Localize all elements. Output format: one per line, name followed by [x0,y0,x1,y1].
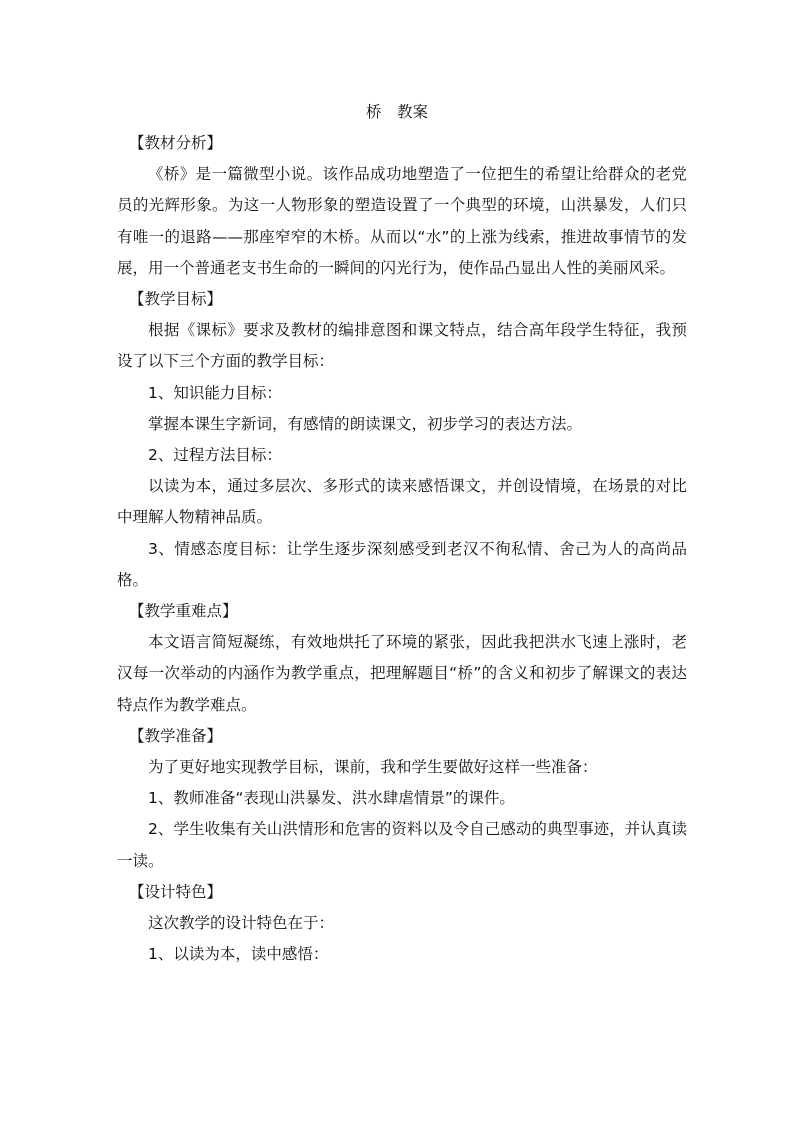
section-heading-textbook-analysis: 【教材分析】 [129,134,223,152]
document-title: 桥 教案 [365,103,428,121]
paragraph-key-points: 本文语言简短凝练，有效地烘托了环境的紧张，因此我把洪水飞速上涨时，老汉每一次举动的内涵作为教学重点，把理解题目“桥”的含义和初步了解课文的表达特点作为教学难点。 [117,633,687,714]
section-heading-teaching-goals: 【教学目标】 [129,290,223,309]
list-item-teacher-preparation: 1、教师准备“表现山洪暴发、洪水肆虐情景”的课件。 [148,789,515,808]
paragraph-goals-intro: 根据《课标》要求及教材的编排意图和课文特点，结合高年段学生特征，我预设了以下三个方面的教学目标： [117,321,687,371]
list-item-student-preparation: 2、学生收集有关山洪情形和危害的资料以及令自己感动的典型事迹，并认真读一读。 [117,820,687,870]
section-heading-preparation: 【教学准备】 [129,726,223,745]
list-item-emotion-goal: 3、情感态度目标：让学生逐步深刻感受到老汉不徇私情、舍己为人的高尚品格。 [117,539,687,589]
section-heading-design-features: 【设计特色】 [129,882,223,901]
list-item-process-goal: 2、过程方法目标： [148,446,282,465]
document-body [117,128,687,970]
list-item-design-feature-1: 1、以读为本，读中感悟： [148,945,329,964]
paragraph-knowledge-goal: 掌握本课生字新词，有感情的朗读课文，初步学习的表达方法。 [148,414,583,433]
paragraph-process-goal: 以读为本，通过多层次、多形式的读来感悟课文，并创设情境，在场景的对比中理解人物精神品质。 [117,477,687,527]
paragraph-preparation-intro: 为了更好地实现教学目标，课前，我和学生要做好这样一些准备： [148,758,598,777]
list-item-knowledge-goal: 1、知识能力目标： [148,383,282,402]
paragraph-design-intro: 这次教学的设计特色在于： [148,914,335,933]
section-heading-key-points: 【教学重难点】 [129,602,238,621]
paragraph-textbook-analysis: 《桥》是一篇微型小说。该作品成功地塑造了一位把生的希望让给群众的老党员的光辉形象。为这一人物形象的塑造设置了一个典型的环境，山洪暴发，人们只有唯一的退路——那座窄窄的木桥。从而以“水”的上涨为线索，推进故事情节的发展，用一个普通老支书生命的一瞬间的闪光行为，使作品凸显出人性的美丽风采。 [117,165,687,277]
